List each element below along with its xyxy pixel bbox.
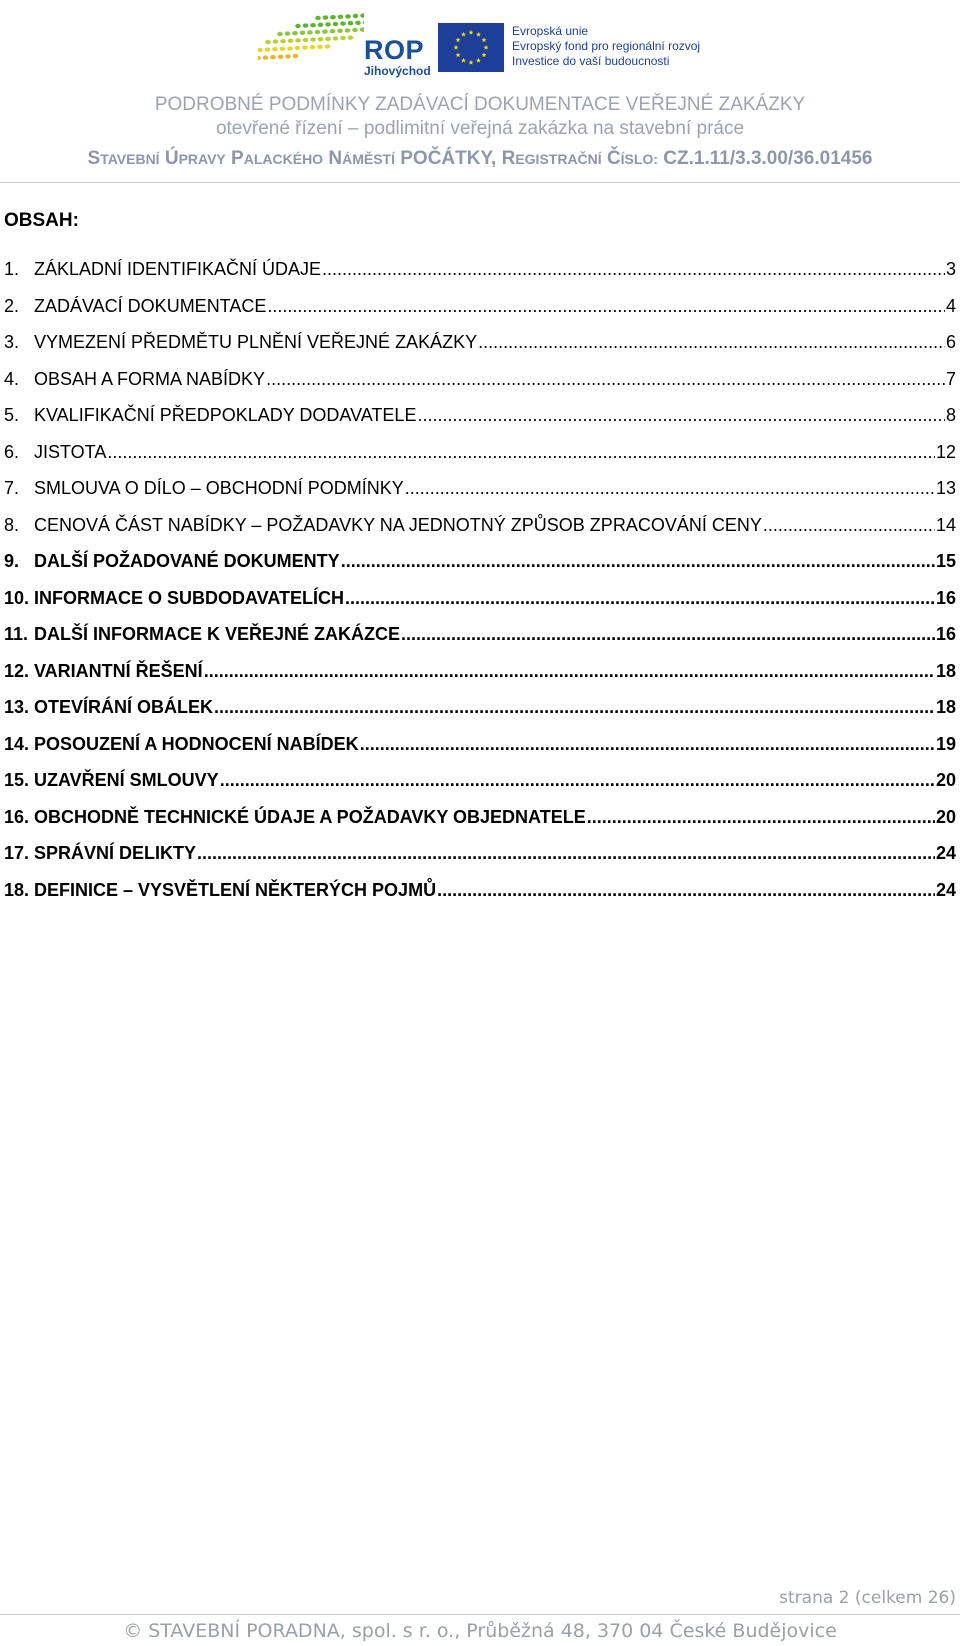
eu-line: Evropská unie xyxy=(512,24,589,38)
toc-entry-title: OTEVÍRÁNÍ OBÁLEK xyxy=(34,697,214,717)
eu-logo-text xyxy=(512,24,700,69)
toc-dot-leader xyxy=(220,769,935,791)
toc-entry-title: DEFINICE – VYSVĚTLENÍ NĚKTERÝCH POJMŮ xyxy=(34,879,437,900)
toc-entry-title: ZÁKLADNÍ IDENTIFIKAČNÍ ÚDAJE xyxy=(34,259,322,279)
toc-entry-title: KVALIFIKAČNÍ PŘEDPOKLADY DODAVATELE xyxy=(34,405,417,425)
table-of-contents xyxy=(4,258,956,915)
toc-entry-page: 3 xyxy=(945,259,956,279)
toc-entry-number: 15. xyxy=(4,770,30,790)
page-number: strana 2 (celkem 26) xyxy=(779,1588,956,1608)
toc-entry[interactable] xyxy=(4,295,956,332)
toc-entry[interactable] xyxy=(4,842,956,879)
toc-entry[interactable] xyxy=(4,733,956,770)
document-title: PODROBNÉ PODMÍNKY ZADÁVACÍ DOKUMENTACE VEŘEJNÉ ZAKÁZKY xyxy=(154,94,806,115)
toc-entry-title: POSOUZENÍ A HODNOCENÍ NABÍDEK xyxy=(34,733,359,754)
eu-flag-icon xyxy=(438,23,504,72)
toc-entry-title: JISTOTA xyxy=(34,441,107,462)
header-divider xyxy=(0,182,960,183)
toc-entry[interactable] xyxy=(4,806,956,843)
toc-entry-title: UZAVŘENÍ SMLOUVY xyxy=(34,770,219,790)
toc-entry-page: 18 xyxy=(935,697,956,717)
toc-entry-number: 8. xyxy=(4,514,20,535)
toc-entry-number: 1. xyxy=(4,259,20,279)
toc-dot-leader xyxy=(587,806,935,828)
toc-entry-title: SPRÁVNÍ DELIKTY xyxy=(34,843,197,863)
toc-entry-title: INFORMACE O SUBDODAVATELÍCH xyxy=(34,587,344,608)
toc-entry[interactable] xyxy=(4,258,956,295)
toc-entry-title: OBSAH A FORMA NABÍDKY xyxy=(34,368,266,389)
toc-dot-leader xyxy=(360,733,935,755)
toc-entry[interactable] xyxy=(4,879,956,916)
toc-entry-page: 24 xyxy=(935,879,956,900)
toc-dot-leader xyxy=(345,587,935,609)
toc-entry-page: 18 xyxy=(935,660,956,681)
toc-entry[interactable] xyxy=(4,769,956,806)
toc-entry-number: 11. xyxy=(4,624,29,644)
toc-entry-page: 7 xyxy=(945,368,956,389)
toc-dot-leader xyxy=(763,514,935,536)
toc-entry-number: 16. xyxy=(4,806,30,827)
toc-dot-leader xyxy=(401,623,935,645)
toc-entry-page: 15 xyxy=(935,551,956,571)
toc-dot-leader xyxy=(267,295,945,317)
toc-entry-page: 20 xyxy=(935,770,956,790)
toc-entry-title: DALŠÍ INFORMACE K VEŘEJNÉ ZAKÁZCE xyxy=(34,624,401,644)
toc-entry-page: 24 xyxy=(935,843,956,863)
toc-entry[interactable] xyxy=(4,696,956,733)
toc-entry-page: 12 xyxy=(935,441,956,462)
toc-entry-page: 16 xyxy=(935,624,956,644)
toc-entry-page: 4 xyxy=(945,295,956,316)
toc-entry-page: 20 xyxy=(935,806,956,827)
toc-entry-title: VARIANTNÍ ŘEŠENÍ xyxy=(34,660,203,681)
rop-logo xyxy=(258,10,431,78)
toc-entry[interactable] xyxy=(4,660,956,697)
footer-company: © STAVEBNÍ PORADNA, spol. s r. o., Průběžná 48, 370 04 České Budějovice xyxy=(123,1620,837,1642)
toc-dot-leader xyxy=(204,660,935,682)
toc-entry[interactable] xyxy=(4,623,956,660)
rop-swoosh-icon xyxy=(258,10,364,70)
logo-row xyxy=(0,6,960,84)
toc-entry[interactable] xyxy=(4,331,956,368)
toc-entry-page: 16 xyxy=(935,587,956,608)
toc-dot-leader xyxy=(214,696,935,718)
toc-entry[interactable] xyxy=(4,514,956,551)
toc-entry-title: OBCHODNĚ TECHNICKÉ ÚDAJE A POŽADAVKY OBJEDNATELE xyxy=(34,806,586,827)
toc-entry-number: 14. xyxy=(4,733,30,754)
toc-entry-number: 9. xyxy=(4,551,20,571)
toc-entry[interactable] xyxy=(4,477,956,514)
toc-dot-leader xyxy=(322,258,945,280)
toc-entry-title: ZADÁVACÍ DOKUMENTACE xyxy=(34,295,267,316)
toc-dot-leader xyxy=(107,441,935,463)
toc-dot-leader xyxy=(478,331,945,353)
eu-line: Investice do vaší budoucnosti xyxy=(512,54,670,68)
toc-entry[interactable] xyxy=(4,587,956,624)
toc-entry-number: 18. xyxy=(4,879,30,900)
toc-heading: OBSAH: xyxy=(4,210,79,231)
procedure-type: otevřené řízení – podlimitní veřejná zakázka na stavební práce xyxy=(215,118,745,139)
project-title: STAVEBNÍ ÚPRAVY PALACKÉHO NÁMĚSTÍ POČÁTKY, REGISTRAČNÍ ČÍSLO: CZ.1.11/3.3.00/36.01456 xyxy=(87,148,873,169)
toc-dot-leader xyxy=(197,842,935,864)
toc-dot-leader xyxy=(266,368,945,390)
toc-entry-number: 7. xyxy=(4,478,20,498)
toc-entry[interactable] xyxy=(4,550,956,587)
toc-entry-page: 19 xyxy=(935,733,956,754)
toc-entry-title: SMLOUVA O DÍLO – OBCHODNÍ PODMÍNKY xyxy=(34,478,404,498)
toc-entry-number: 13. xyxy=(4,697,30,717)
toc-dot-leader xyxy=(341,550,935,572)
toc-entry-page: 6 xyxy=(945,332,956,352)
toc-dot-leader xyxy=(417,404,945,426)
toc-entry-number: 5. xyxy=(4,405,20,425)
toc-entry-title: VYMEZENÍ PŘEDMĚTU PLNĚNÍ VEŘEJNÉ ZAKÁZKY xyxy=(34,332,478,352)
eu-line: Evropský fond pro regionální rozvoj xyxy=(512,39,701,53)
toc-entry-page: 14 xyxy=(935,514,956,535)
toc-entry-title: CENOVÁ ČÁST NABÍDKY – POŽADAVKY NA JEDNOTNÝ ZPŮSOB ZPRACOVÁNÍ CENY xyxy=(34,514,762,535)
rop-logo-region: Jihovýchod xyxy=(364,64,431,78)
rop-logo-name: ROP xyxy=(364,35,425,65)
toc-entry[interactable] xyxy=(4,404,956,441)
toc-entry[interactable] xyxy=(4,441,956,478)
footer-divider xyxy=(0,1614,960,1615)
toc-entry-number: 6. xyxy=(4,441,20,462)
toc-entry-page: 8 xyxy=(945,405,956,425)
toc-entry-number: 2. xyxy=(4,295,20,316)
toc-dot-leader xyxy=(437,879,935,901)
toc-entry-number: 10. xyxy=(4,587,30,608)
toc-entry-number: 17. xyxy=(4,843,30,863)
toc-entry-number: 3. xyxy=(4,332,20,352)
toc-entry-title: DALŠÍ POŽADOVANÉ DOKUMENTY xyxy=(34,551,340,571)
toc-entry-page: 13 xyxy=(935,478,956,498)
toc-dot-leader xyxy=(405,477,935,499)
toc-entry[interactable] xyxy=(4,368,956,405)
toc-entry-number: 4. xyxy=(4,368,20,389)
toc-entry-number: 12. xyxy=(4,660,30,681)
